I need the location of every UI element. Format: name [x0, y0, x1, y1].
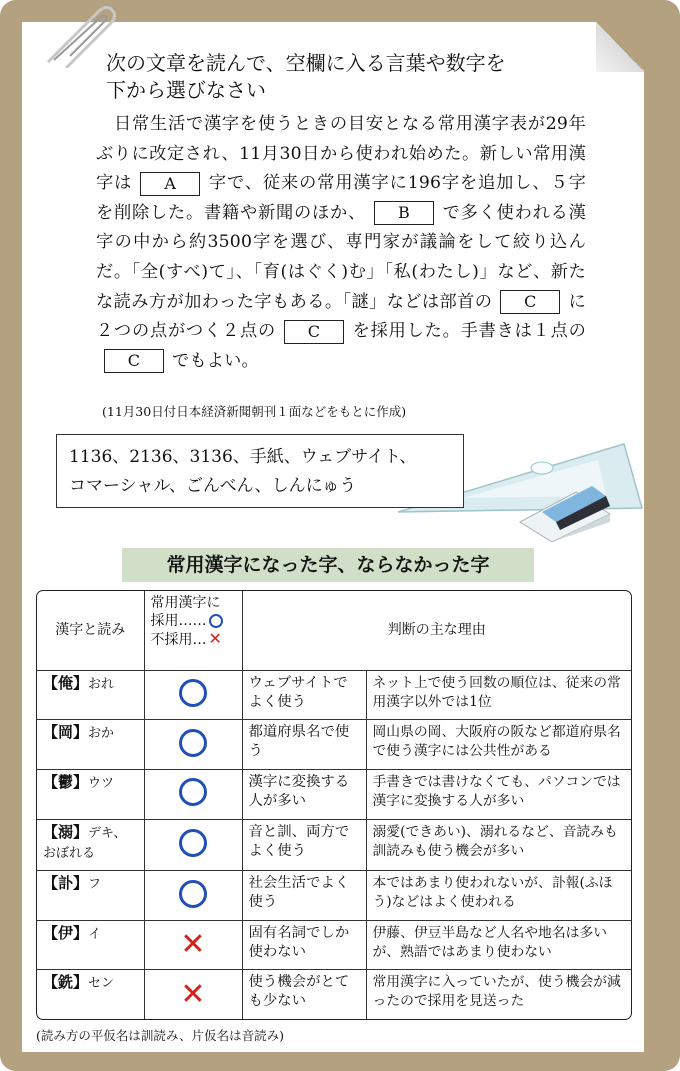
reason-summary: 都道府県名で使う	[242, 720, 366, 770]
reason-detail: 本ではあまり使われないが、訃報(ふほう)などはよく使われる	[366, 871, 631, 921]
passage-text-3: で多く使われる漢字の中から約3500字を選び、専門家が議論をして絞り込んだ。「全(すべ)て」、「育(はぐく)む」「私(わたし)」など、新たな読み方が加わった字もある。「謎」などは部首の	[96, 202, 586, 312]
kanji-char: 【訃】	[43, 874, 89, 893]
circle-icon	[179, 829, 207, 857]
kanji-table-grid	[37, 591, 631, 1019]
header-adoption-legend-reject	[151, 630, 236, 649]
circle-icon	[179, 880, 207, 908]
kanji-char: 【銑】	[43, 973, 89, 992]
reason-detail: 伊藤、伊豆半島など人名や地名は多いが、熟語ではあまり使わない	[366, 920, 631, 970]
header-adoption	[144, 591, 242, 670]
table-title: 常用漢字になった字、ならなかった字	[122, 548, 534, 582]
cross-icon: ✕	[208, 629, 222, 648]
table-row	[37, 970, 631, 1019]
blank-c-3: C	[104, 349, 164, 373]
blank-c-1: C	[500, 290, 560, 314]
table-row	[37, 720, 631, 770]
kanji-reading: フ	[88, 877, 102, 893]
kanji-char: 【溺】	[43, 822, 89, 841]
header-adoption-line1: 常用漢字に	[150, 595, 221, 611]
blank-b: B	[374, 201, 434, 225]
kanji-cell	[37, 670, 144, 720]
circle-icon	[179, 778, 207, 806]
passage-text-5: を採用した。手書きは１点の	[352, 321, 586, 342]
reason-summary: 固有名詞でしか使わない	[242, 920, 366, 970]
adoption-mark-cell	[144, 819, 242, 871]
reason-detail: 手書きでは書けなくても、パソコンでは漢字に変換する人が多い	[366, 769, 631, 819]
legend-adopt-label: 採用……	[150, 613, 207, 629]
cross-icon: ✕	[180, 927, 206, 963]
adoption-mark-cell	[144, 720, 242, 770]
adoption-mark-cell	[144, 920, 242, 970]
blank-a: A	[140, 172, 200, 196]
adoption-mark-cell	[144, 769, 242, 819]
table-row	[37, 920, 631, 970]
reading-passage	[96, 110, 586, 376]
question-title	[106, 50, 606, 104]
reason-detail: ネット上で使う回数の順位は、従来の常用漢字以外では1位	[366, 670, 631, 720]
kanji-cell	[37, 720, 144, 770]
reason-detail: 常用漢字に入っていたが、使う機会が減ったので採用を見送った	[366, 970, 631, 1019]
kanji-reading: セン	[88, 976, 115, 992]
kanji-reading: デキ、おぼれる	[43, 825, 127, 861]
source-citation: (11月30日付日本経済新聞朝刊１面などをもとに作成)	[102, 404, 407, 419]
question-title-line2: 下から選びなさい	[106, 78, 266, 102]
kanji-cell	[37, 920, 144, 970]
passage-text-4: に２つの点がつく２点の	[96, 291, 586, 342]
kanji-char: 【伊】	[43, 923, 89, 942]
legend-reject-label: 不採用…	[150, 632, 207, 648]
kanji-reading: おれ	[88, 676, 115, 692]
circle-icon	[179, 679, 207, 707]
cross-icon: ✕	[180, 976, 206, 1012]
passage-text-2: 字で、従来の常用漢字に196字を追加し、５字を削除した。書籍や新聞のほか、	[96, 173, 586, 223]
adoption-mark-cell	[144, 970, 242, 1019]
reason-summary: ウェブサイトでよく使う	[242, 670, 366, 720]
circle-icon	[209, 614, 223, 628]
reason-summary: 音と訓、両方でよく使う	[242, 819, 366, 871]
kanji-cell	[37, 871, 144, 921]
reason-detail: 岡山県の岡、大阪府の阪など都道府県名で使う漢字には公共性がある	[366, 720, 631, 770]
kanji-reading: ウツ	[88, 775, 115, 791]
kanji-reading: おか	[88, 726, 115, 742]
reason-detail: 溺愛(できあい)、溺れるなど、音読みも訓読みも使う機会が多い	[366, 819, 631, 871]
question-title-line1: 次の文章を読んで、空欄に入る言葉や数字を	[106, 51, 506, 75]
table-header-row	[37, 591, 631, 670]
table-row	[37, 819, 631, 871]
blank-c-2: C	[284, 320, 344, 344]
kanji-cell	[37, 819, 144, 871]
passage-text-6: でもよい。	[172, 350, 259, 371]
kanji-reading: イ	[88, 926, 102, 942]
kanji-table	[36, 590, 632, 1020]
word-choices-line1: 1136、2136、3136、手紙、ウェブサイト、	[69, 447, 417, 467]
header-adoption-legend-adopt	[151, 612, 236, 630]
table-row	[37, 670, 631, 720]
passage-text-1: 日常生活で漢字を使うときの目安となる常用漢字表が29年ぶりに改定され、11月30日から使われ始めた。新しい常用漢字は	[96, 114, 586, 194]
reason-summary: 社会生活でよく使う	[242, 871, 366, 921]
reading-note: (読み方の平仮名は訓読み、片仮名は音読み)	[36, 1028, 285, 1043]
table-row	[37, 871, 631, 921]
word-choices-box	[56, 434, 464, 508]
reason-summary: 漢字に変換する人が多い	[242, 769, 366, 819]
header-reason: 判断の主な理由	[242, 591, 631, 670]
adoption-mark-cell	[144, 871, 242, 921]
kanji-char: 【俺】	[43, 673, 89, 692]
kanji-cell	[37, 769, 144, 819]
reason-summary: 使う機会がとても少ない	[242, 970, 366, 1019]
header-kanji-reading: 漢字と読み	[37, 591, 144, 670]
kanji-cell	[37, 970, 144, 1019]
word-choices-line2: コマーシャル、ごんべん、しんにゅう	[69, 476, 357, 496]
table-body	[37, 670, 631, 1019]
table-row	[37, 769, 631, 819]
adoption-mark-cell	[144, 670, 242, 720]
kanji-char: 【岡】	[43, 723, 89, 742]
kanji-char: 【鬱】	[43, 772, 89, 791]
circle-icon	[179, 729, 207, 757]
